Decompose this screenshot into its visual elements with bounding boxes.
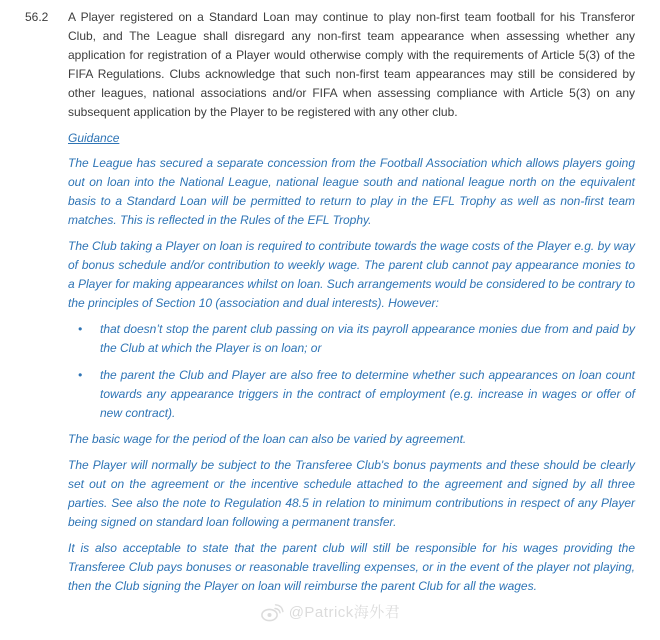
guidance-paragraph-wages-responsibility: It is also acceptable to state that the parent club will still be responsible for his wages providing the Transferee Club pays bonuses or reasonable travelling expenses, or in the event of the player not playing, then the Club signing the Player on loan will reimburse the parent Club for all the wages. bbox=[68, 541, 635, 593]
weibo-icon bbox=[260, 603, 284, 622]
guidance-paragraph-concession: The League has secured a separate concession from the Football Association which allows players going out on loan into the National League, national league south and national league north on the equivalent basis to a Standard Loan will be permitted to return to play in the EFL Trophy as well as non-first team matches. This is reflected in the Rules of the EFL Trophy. bbox=[68, 156, 635, 227]
bullet-item-payroll: • that doesn’t stop the parent club passing on via its payroll appearance monies due from and paid by the Club at which the Player is on loan; or bbox=[68, 320, 635, 358]
watermark-text: @Patrick海外君 bbox=[288, 604, 401, 621]
clause-number: 56.2 bbox=[25, 10, 49, 24]
guidance-heading: Guidance bbox=[68, 131, 120, 145]
guidance-section bbox=[68, 129, 635, 596]
bullet-item-appearance-triggers: • the parent the Club and Player are also free to determine whether such appearances on loan count towards any appearance triggers in the contract of employment (e.g. increase in wages or offer of new contract). bbox=[68, 366, 635, 423]
watermark bbox=[25, 603, 635, 622]
guidance-bullet-list bbox=[68, 320, 635, 423]
guidance-paragraph-basic-wage: The basic wage for the period of the loan can also be varied by agreement. bbox=[68, 432, 467, 446]
guidance-paragraph-bonus: The Player will normally be subject to the Transferee Club's bonus payments and these should be clearly set out on the agreement or the incentive schedule attached to the agreement and signed by all three parties. See also the note to Regulation 48.5 in relation to minimum contributions in respect of any Player being signed on standard loan following a permanent transfer. bbox=[68, 458, 635, 529]
clause-56-2 bbox=[25, 8, 635, 122]
clause-body-text: A Player registered on a Standard Loan may continue to play non-first team football for his Transferor Club, and The League shall disregard any non-first team appearance when assessing whether any application for registration of a Player would otherwise comply with the requirements of Article 5(3) of the FIFA Regulations. Clubs acknowledge that such non-first team appearances may still be considered by other leagues, national associations and/or FIFA when assessing compliance with Article 5(3) on any subsequent application by the Player to be registered with any other club. bbox=[68, 10, 635, 119]
guidance-paragraph-wage-costs: The Club taking a Player on loan is required to contribute towards the wage costs of the Player e.g. by way of bonus schedule and/or contribution to weekly wage. The parent club cannot pay appearance monies to a Player for making appearances whilst on loan. Such arrangements would be considered to be contrary to the principles of Section 10 (association and dual interests). However: bbox=[68, 239, 635, 310]
